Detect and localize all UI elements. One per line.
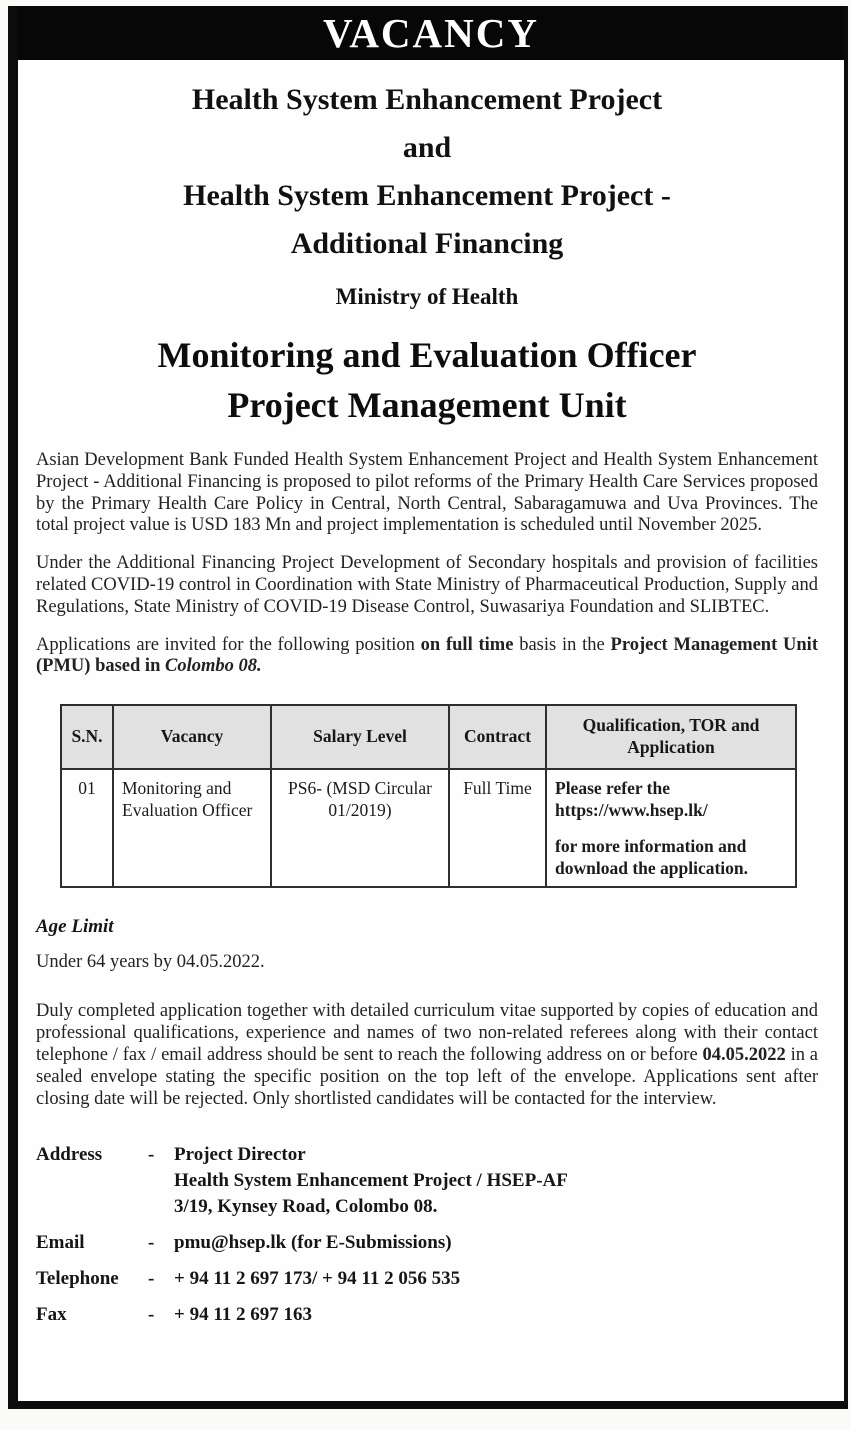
qualification-link-text: Please refer the https://www.hsep.lk/ [555, 778, 708, 821]
vacancy-table [60, 704, 797, 888]
contact-row-email [36, 1230, 818, 1256]
table-header-salary-level: Salary Level [271, 705, 449, 769]
table-header-sn: S.N. [61, 705, 113, 769]
age-limit-heading: Age Limit [36, 915, 114, 937]
contact-separator: - [148, 1144, 155, 1166]
vacancy-table-wrap [60, 704, 818, 888]
cell-vacancy: Monitoring and Evaluation Officer [113, 769, 271, 887]
contact-separator: - [148, 1304, 155, 1326]
advertisement-content [18, 76, 844, 1328]
contact-value-telephone: + 94 11 2 697 173/ + 94 11 2 056 535 [174, 1268, 461, 1290]
table-header-row [61, 705, 796, 769]
contact-label-fax: Fax [36, 1304, 67, 1326]
contact-separator: - [148, 1268, 155, 1290]
contact-value-address: Project Director Health System Enhancement Project / HSEP-AF 3/19, Kynsey Road, Colombo 08. [174, 1144, 568, 1218]
contact-row-telephone [36, 1266, 818, 1292]
contact-block [36, 1142, 818, 1328]
table-row [61, 769, 796, 887]
contact-label-telephone: Telephone [36, 1268, 119, 1290]
contact-label-email: Email [36, 1232, 85, 1254]
position-title: Monitoring and Evaluation Officer Project Management Unit [157, 335, 697, 425]
table-header-qualification: Qualification, TOR and Application [546, 705, 796, 769]
submission-paragraph: Duly completed application together with detailed curriculum vitae supported by copies of education and professional qualifications, experience and names of two non-related referees along with their contact telephone / fax / email address should be sent to reach the following address on or before 04.05.2022 in a sealed envelope stating the specific position on the top left of the envelope. Applications sent after closing date will be rejected. Only shortlisted candidates will be contacted for the interview. [36, 1001, 818, 1109]
contact-label-address: Address [36, 1144, 103, 1166]
advertisement-sheet [8, 6, 848, 1409]
table-header-contract: Contract [449, 705, 546, 769]
project-title: Health System Enhancement Project and Health System Enhancement Project - Additional Financing [183, 83, 671, 260]
cell-salary-level: PS6- (MSD Circular 01/2019) [271, 769, 449, 887]
additional-financing-paragraph: Under the Additional Financing Project Development of Secondary hospitals and provision of facilities related COVID-19 control in Coordination with State Ministry of Pharmaceutical Production, Supply and Regulations, State Ministry of COVID-19 Disease Control, Suwasariya Foundation and SLIBTEC. [36, 553, 818, 617]
contact-value-email: pmu@hsep.lk (for E-Submissions) [174, 1232, 452, 1254]
qualification-info-text: for more information and download the application. [555, 835, 749, 878]
contact-separator: - [148, 1232, 155, 1254]
vacancy-banner [18, 6, 844, 60]
contact-value-fax: + 94 11 2 697 163 [174, 1304, 313, 1326]
age-limit-text: Under 64 years by 04.05.2022. [36, 951, 265, 972]
ministry-subtitle: Ministry of Health [335, 284, 519, 309]
intro-paragraph: Asian Development Bank Funded Health System Enhancement Project and Health System Enhancement Project - Additional Financing is proposed to pilot reforms of the Primary Health Care Services proposed by the Primary Health Care Policy in Central, North Central, Sabaragamuwa and Uva Provinces. The total project value is USD 183 Mn and project implementation is scheduled until November 2025. [36, 450, 818, 536]
table-header-vacancy: Vacancy [113, 705, 271, 769]
contact-row-address [36, 1142, 818, 1220]
cell-contract: Full Time [449, 769, 546, 887]
vacancy-banner-title: VACANCY [323, 10, 539, 56]
cell-qualification [546, 769, 796, 887]
invitation-paragraph: Applications are invited for the following position on full time basis in the Project Management Unit (PMU) based in Colombo 08. [36, 634, 818, 677]
cell-sn: 01 [61, 769, 113, 887]
contact-row-fax [36, 1302, 818, 1328]
